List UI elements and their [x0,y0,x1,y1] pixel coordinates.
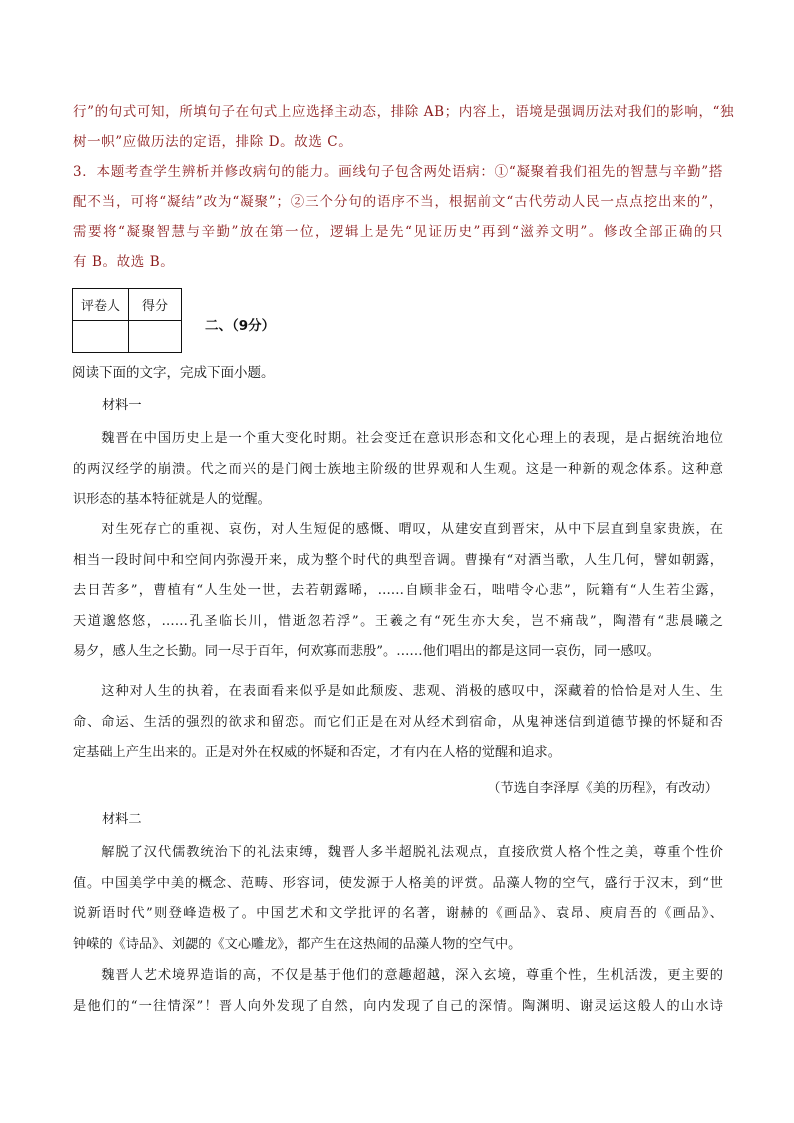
score-header: 得分 [129,289,182,321]
material-one-label: 材料一 [102,398,142,413]
text-line: 天道邈悠悠，……孔圣临长川，惜逝忽若浮”。王羲之有“死生亦大矣，岂不痛哉”，陶潜有“悲晨曦之 [73,613,723,629]
answer-line: 行”的句式可知，所填句子在句式上应选择主动态，排除 AB；内容上，语境是强调历法对我们的影响，“独 [73,104,735,120]
instruction-text: 阅读下面的文字，完成下面小题。 [72,365,275,381]
answer-line: 3．本题考查学生辨析并修改病句的能力。画线句子包含两处语病：①“凝聚着我们祖先的智慧与辛勤”搭 [73,164,723,180]
text-line: 去日苦多”，曹植有“人生处一世，去若朝露晞，……自顾非金石，咄唶令心悲”，阮籍有“人生若尘露， [73,583,723,598]
text-line: 是他们的“一往情深”！晋人向外发现了自然，向内发现了自己的深情。陶渊明、谢灵运这般人的山水诗 [73,998,723,1014]
text-line: 相当一段时间中和空间内弥漫开来，成为整个时代的典型音调。曹操有“对酒当歌，人生几何，譬如朝露， [73,552,723,568]
text-line: 魏晋在中国历史上是一个重大变化时期。社会变迁在意识形态和文化心理上的表现，是占据统治地位 [73,431,723,446]
answer-line: 有 B。故选 B。 [73,254,175,270]
text-line: 命、命运、生活的强烈的欲求和留恋。而它们正是在对从经术到宿命，从鬼神迷信到道德节操的怀疑和否 [73,714,723,730]
text-line: 识形态的基本特征就是人的觉醒。 [73,492,271,507]
text-line: 值。中国美学中美的概念、范畴、形容词，使发源于人格美的评赏。品藻人物的空气，盛行于汉末，到“世 [73,875,723,891]
source-citation: （节选自李泽厚《美的历程》，有改动） [487,781,718,796]
text-line: 魏晋人艺术境界造诣的高，不仅是基于他们的意趣超越，深入玄境，尊重个性，生机活泼，更主要的 [73,968,723,983]
text-line: 定基础上产生出来的。正是对外在权威的怀疑和否定，才有内在人格的觉醒和追求。 [73,745,561,760]
text-line: 钟嵘的《诗品》、刘勰的《文心雕龙》，都产生在这热闹的品藻人物的空气中。 [73,936,522,952]
text-line: 说新语时代”则登峰造极了。中国艺术和文学批评的名著，谢赫的《画品》、袁昂、庾肩吾的《画品》、 [73,906,723,921]
text-line: 易夕，感人生之长勤。同一尽于百年，何欢寡而悲殷”。……他们唱出的都是这同一哀伤，同一感叹。 [73,644,660,659]
score-cell [129,321,182,353]
material-one-paragraph [73,677,723,769]
material-two-paragraph [73,838,723,960]
material-two-paragraph [73,961,723,1022]
reviewer-header: 评卷人 [73,289,129,321]
material-one-paragraph [73,515,723,668]
answer-line: 树一帜”应做历法的定语，排除 D。故选 C。 [73,134,353,150]
answer-explanation [73,97,735,277]
score-table [72,288,182,353]
text-line: 的两汉经学的崩溃。代之而兴的是门阀士族地主阶级的世界观和人生观。这是一种新的观念体系。这种意 [73,461,723,477]
answer-line: 需要将“凝聚智慧与辛勤”放在第一位，逻辑上是先“见证历史”再到“滋养文明”。修改全部正确的只 [73,224,723,240]
material-two-label: 材料二 [102,812,142,827]
reviewer-cell [73,321,129,353]
text-line: 对生死存亡的重视、哀伤，对人生短促的感慨、喟叹，从建安直到晋宋，从中下层直到皇家贵族，在 [73,522,723,537]
answer-line: 配不当，可将“凝结”改为“凝聚”；②三个分句的语序不当，根据前文“古代劳动人民一点点挖出来的”， [73,194,723,210]
text-line: 这种对人生的执着，在表面看来似乎是如此颓废、悲观、消极的感叹中，深藏着的恰恰是对人生、生 [73,684,723,699]
material-one-paragraph [73,424,723,516]
text-line: 解脱了汉代儒教统治下的礼法束缚，魏晋人多半超脱礼法观点，直接欣赏人格个性之美，尊重个性价 [73,845,723,860]
section-title: 二、（9分） [205,318,276,334]
